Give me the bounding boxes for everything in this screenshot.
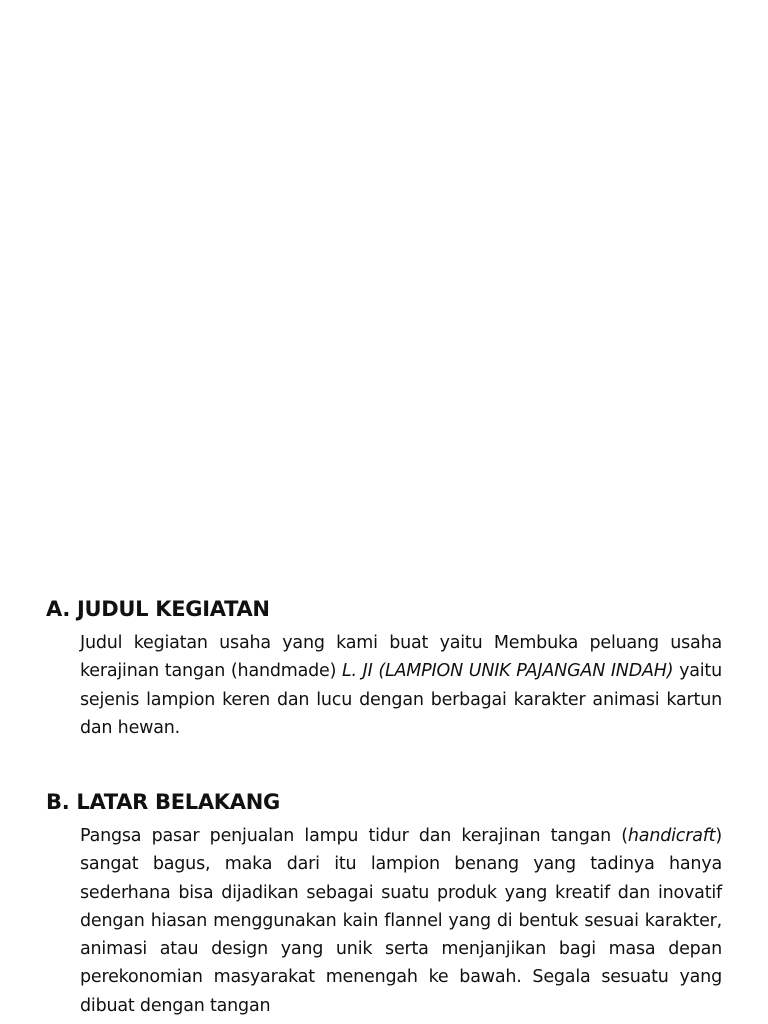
section-heading: B. LATAR BELAKANG bbox=[46, 790, 280, 814]
section-paragraph bbox=[80, 629, 722, 742]
paragraph-italic-text: handicraft bbox=[627, 826, 716, 846]
paragraph-italic-text: L. JI (LAMPION UNIK PAJANGAN INDAH) bbox=[342, 661, 674, 682]
paragraph-text: yaitu sejenis lampion keren dan lucu dengan berbagai karakter animasi kartun dan hewan. bbox=[80, 661, 722, 738]
section-judul-kegiatan bbox=[46, 593, 722, 742]
paragraph-text: Judul kegiatan usaha yang kami buat yaitu Membuka peluang usaha kerajinan tangan (handmade) bbox=[80, 633, 722, 682]
section-heading: A. JUDUL KEGIATAN bbox=[46, 597, 270, 621]
paragraph-text: ) sangat bagus, maka dari itu lampion benang yang tadinya hanya sederhana bisa dijadikan sebagai suatu produk yang kreatif dan inovatif dengan hiasan menggunakan kain flannel yang di bentuk sesuai karakter, animasi atau design yang unik serta menjanjikan bagi masa depan perekonomian masyarakat menengah ke bawah. Segala sesuatu yang dibuat dengan tangan bbox=[80, 826, 722, 1016]
section-latar-belakang bbox=[46, 786, 722, 1020]
paragraph-text: Pangsa pasar penjualan lampu tidur dan kerajinan tangan ( bbox=[80, 826, 628, 846]
section-paragraph bbox=[80, 822, 722, 1020]
